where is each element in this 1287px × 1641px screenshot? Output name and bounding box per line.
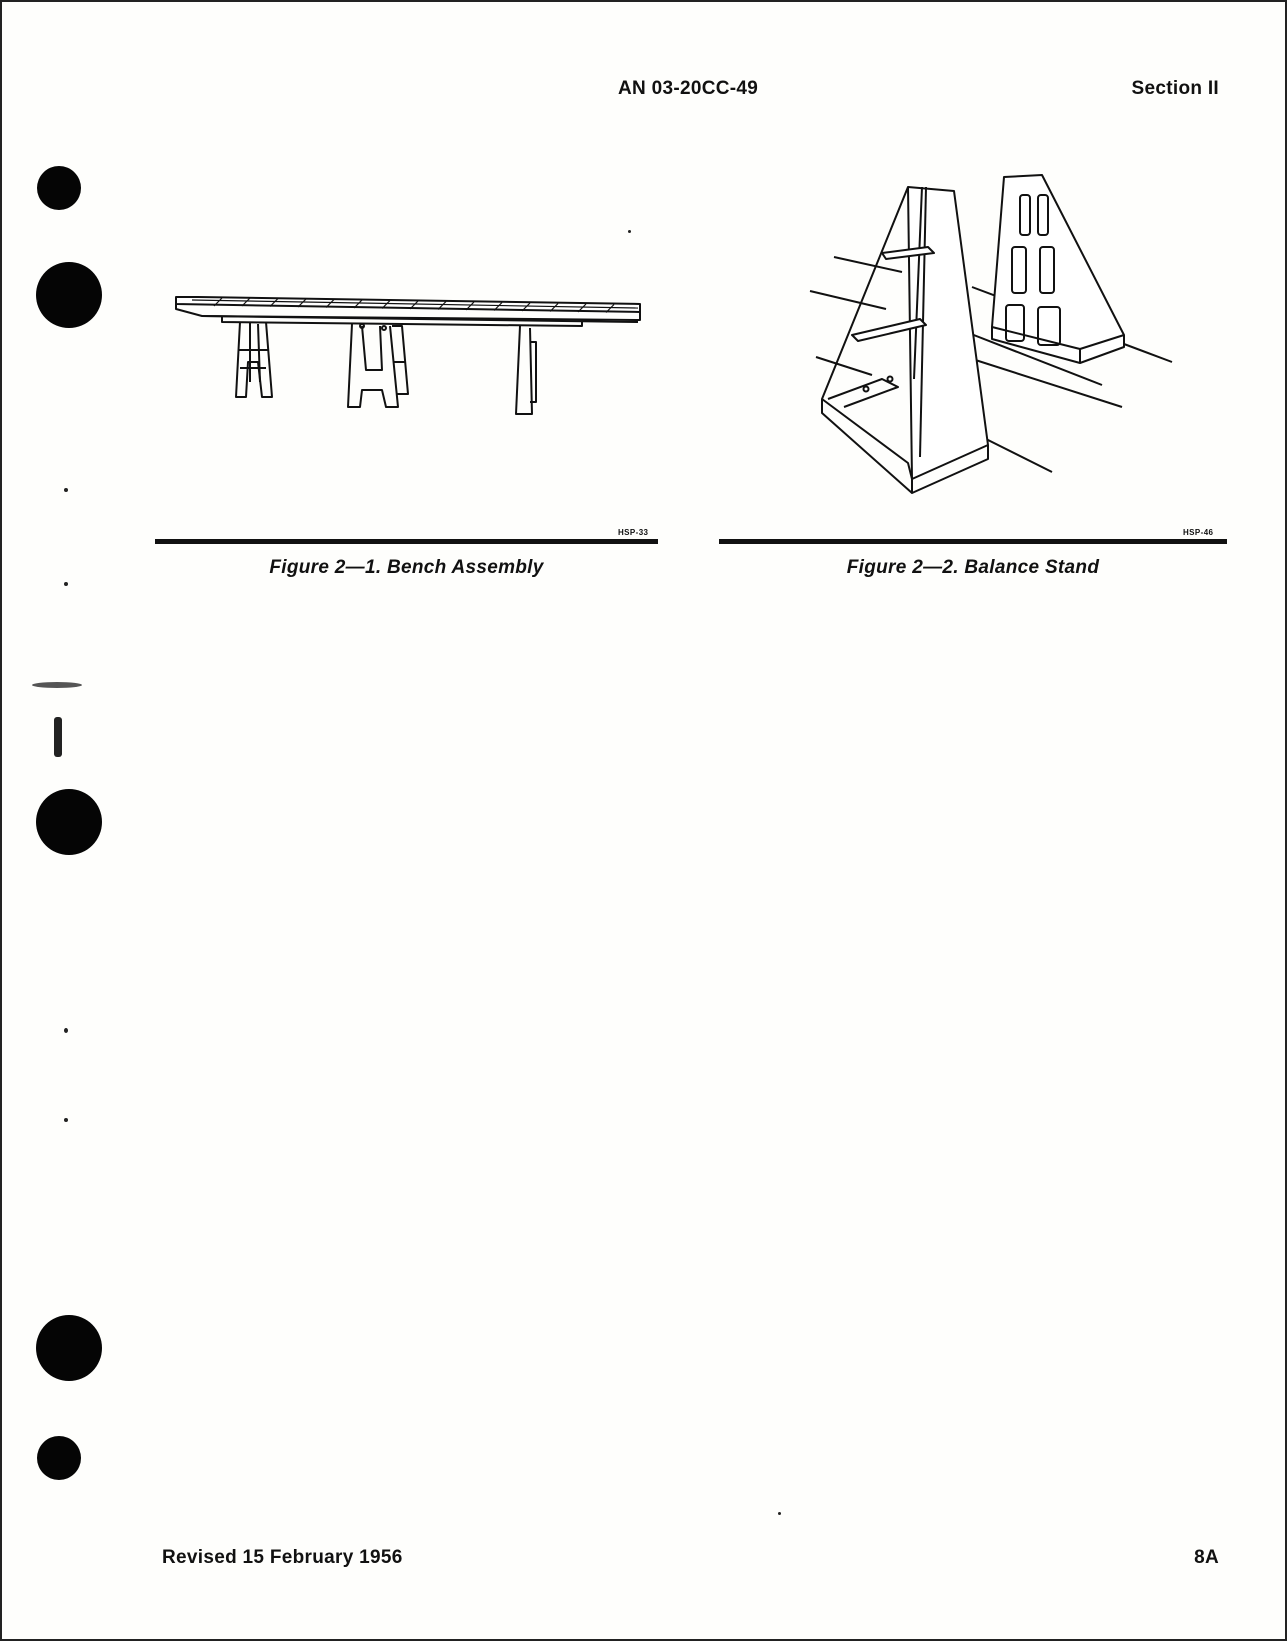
revision-date: Revised 15 February 1956 xyxy=(162,1547,403,1568)
bench-assembly-illustration xyxy=(162,282,662,442)
scan-speck xyxy=(32,682,82,688)
scan-speck xyxy=(778,1512,781,1515)
figure-code: HSP-46 xyxy=(1183,528,1214,537)
scan-speck xyxy=(628,230,631,233)
scan-speck xyxy=(54,717,62,757)
binder-hole xyxy=(36,1315,102,1381)
figure-rule xyxy=(719,539,1227,544)
scan-speck xyxy=(64,1028,68,1033)
figure-caption: Figure 2—1. Bench Assembly xyxy=(269,557,544,578)
scan-speck xyxy=(64,1118,68,1122)
scan-speck xyxy=(64,582,68,586)
figure-balance-stand xyxy=(802,167,1172,512)
section-label: Section II xyxy=(1131,78,1219,99)
page-number: 8A xyxy=(1194,1547,1219,1568)
document-number: AN 03-20CC-49 xyxy=(618,78,759,99)
binder-hole xyxy=(36,789,102,855)
figure-caption: Figure 2—2. Balance Stand xyxy=(846,557,1100,578)
figure-code: HSP-33 xyxy=(618,528,649,537)
figure-rule xyxy=(155,539,658,544)
figure-bench-assembly xyxy=(162,282,662,442)
balance-stand-illustration xyxy=(802,167,1172,512)
binder-hole xyxy=(36,262,102,328)
binder-hole xyxy=(37,166,81,210)
scan-speck xyxy=(64,488,68,492)
binder-hole xyxy=(37,1436,81,1480)
